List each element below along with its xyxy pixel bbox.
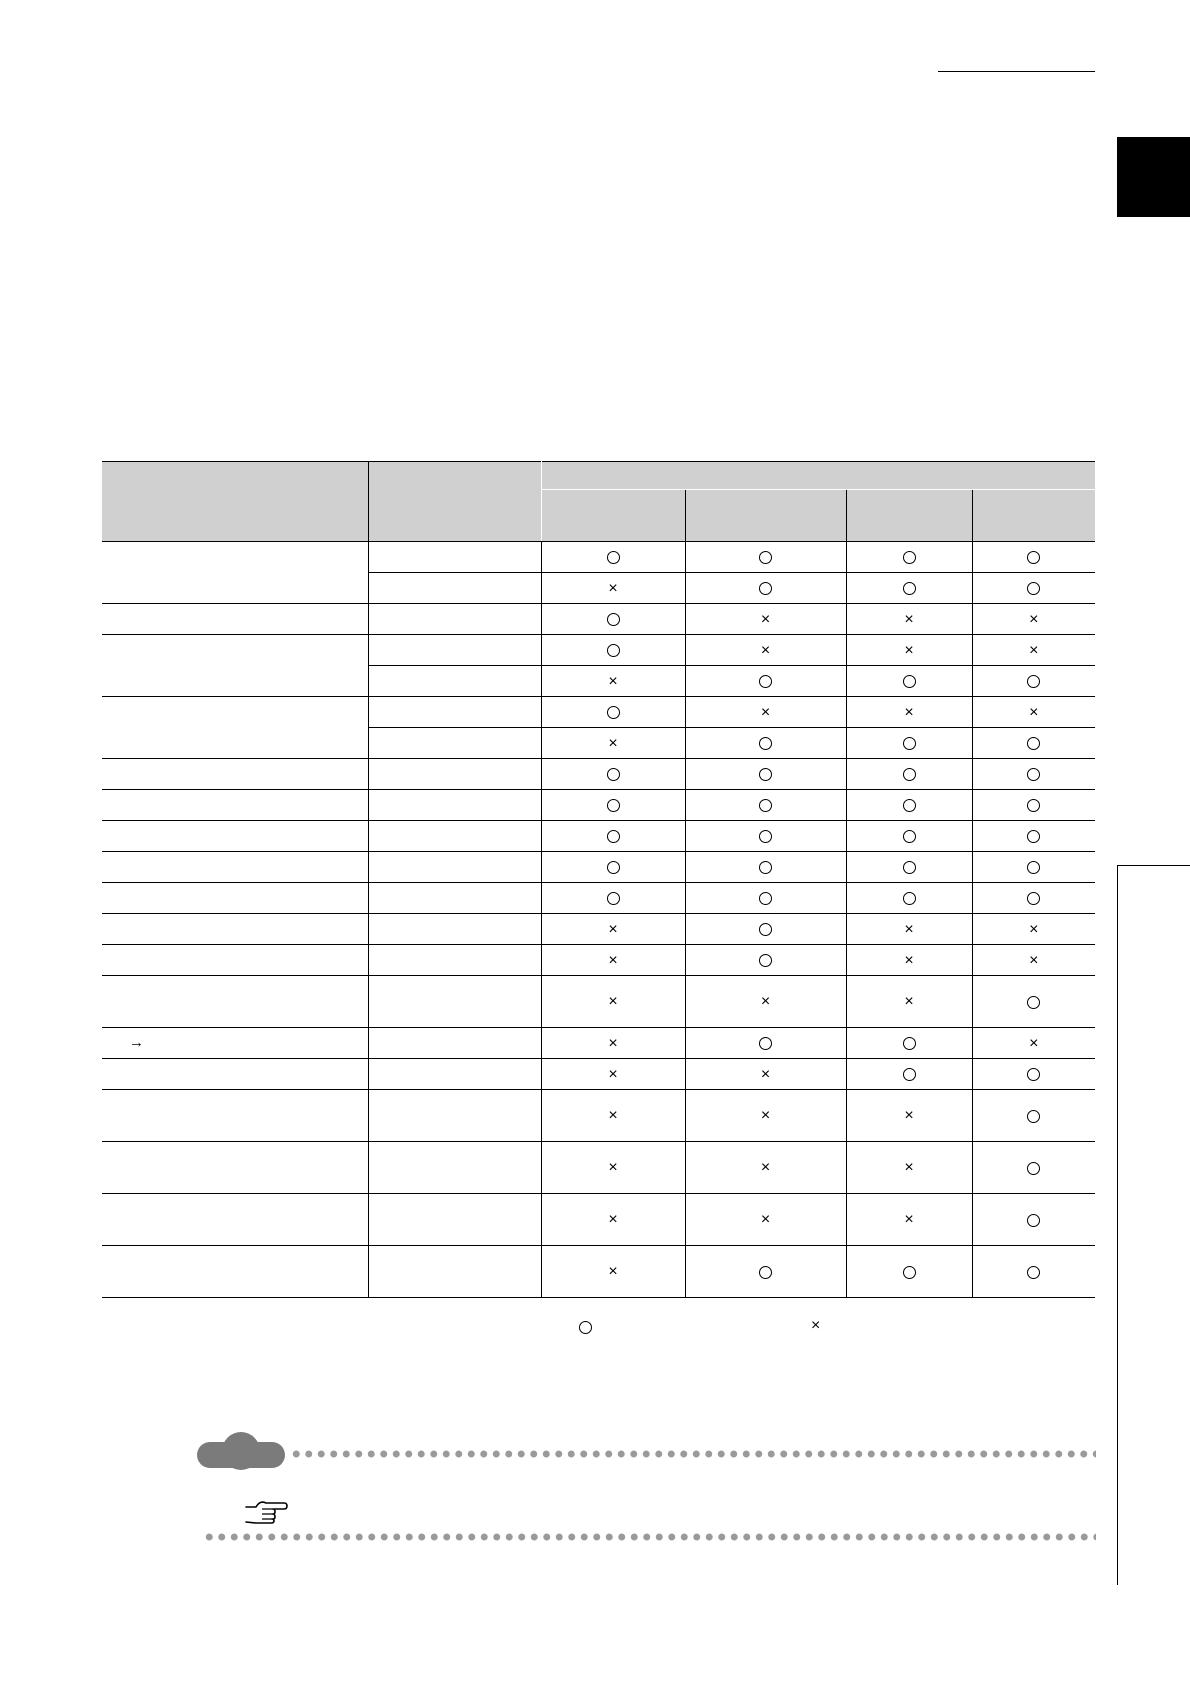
support-cell bbox=[846, 635, 972, 666]
unsupported-mark: × bbox=[760, 1159, 771, 1177]
row-item-name bbox=[102, 542, 368, 604]
support-cell bbox=[541, 542, 685, 573]
support-cell bbox=[972, 790, 1095, 821]
support-cell bbox=[972, 1142, 1095, 1194]
supported-mark bbox=[607, 892, 620, 905]
supported-mark bbox=[903, 768, 916, 781]
unsupported-mark: × bbox=[760, 641, 771, 659]
support-cell bbox=[972, 852, 1095, 883]
table-row bbox=[102, 852, 1095, 883]
support-cell bbox=[541, 914, 685, 945]
supported-mark bbox=[759, 1037, 772, 1050]
supported-mark bbox=[903, 1068, 916, 1081]
table-row bbox=[102, 542, 1095, 573]
point-badge bbox=[197, 1432, 285, 1470]
support-cell bbox=[541, 976, 685, 1028]
supported-mark bbox=[1027, 768, 1040, 781]
support-cell bbox=[846, 1028, 972, 1059]
support-cell bbox=[685, 976, 846, 1028]
table-row bbox=[102, 635, 1095, 666]
unsupported-mark: × bbox=[760, 703, 771, 721]
support-cell bbox=[846, 604, 972, 635]
table-row bbox=[102, 604, 1095, 635]
supported-mark bbox=[607, 644, 620, 657]
unsupported-mark: × bbox=[904, 1107, 914, 1125]
supported-mark bbox=[1027, 1162, 1040, 1175]
supported-mark bbox=[903, 799, 916, 812]
row-condition bbox=[368, 914, 541, 945]
unsupported-mark: × bbox=[1029, 1034, 1039, 1052]
row-condition bbox=[368, 1246, 541, 1298]
table-row bbox=[102, 759, 1095, 790]
unsupported-mark: × bbox=[904, 920, 914, 938]
row-condition bbox=[368, 945, 541, 976]
unsupported-mark: × bbox=[608, 672, 618, 690]
support-cell bbox=[846, 1246, 972, 1298]
table-row bbox=[102, 697, 1095, 728]
unsupported-mark: × bbox=[904, 610, 914, 628]
row-item-name bbox=[102, 1090, 368, 1142]
support-cell bbox=[972, 728, 1095, 759]
support-cell bbox=[972, 821, 1095, 852]
support-cell bbox=[541, 1142, 685, 1194]
row-condition bbox=[368, 821, 541, 852]
support-cell bbox=[846, 542, 972, 573]
header-rule bbox=[938, 71, 1095, 72]
support-cell bbox=[685, 945, 846, 976]
unsupported-mark: × bbox=[904, 641, 914, 659]
support-cell bbox=[846, 759, 972, 790]
unsupported-mark: × bbox=[608, 1263, 618, 1281]
supported-mark bbox=[1027, 737, 1040, 750]
support-cell bbox=[685, 1142, 846, 1194]
support-cell bbox=[685, 759, 846, 790]
chapter-tab bbox=[1117, 137, 1190, 217]
row-condition bbox=[368, 1028, 541, 1059]
table-row bbox=[102, 1059, 1095, 1090]
row-item-name bbox=[102, 945, 368, 976]
row-item-name bbox=[102, 790, 368, 821]
support-cell bbox=[846, 666, 972, 697]
support-cell bbox=[685, 697, 846, 728]
table-row bbox=[102, 883, 1095, 914]
unsupported-mark: × bbox=[608, 734, 618, 752]
supported-mark bbox=[607, 613, 620, 626]
table-row bbox=[102, 790, 1095, 821]
supported-mark bbox=[1027, 892, 1040, 905]
support-cell bbox=[972, 883, 1095, 914]
supported-mark bbox=[1027, 1068, 1040, 1081]
support-cell bbox=[846, 914, 972, 945]
header-module-2 bbox=[685, 490, 846, 542]
unsupported-mark: × bbox=[904, 703, 914, 721]
supported-mark bbox=[759, 551, 772, 564]
support-cell bbox=[846, 1194, 972, 1246]
supported-mark bbox=[759, 768, 772, 781]
header-module-3 bbox=[846, 490, 972, 542]
unsupported-mark: × bbox=[904, 1211, 914, 1229]
row-item-name bbox=[102, 883, 368, 914]
row-condition bbox=[368, 759, 541, 790]
unsupported-mark: × bbox=[1029, 641, 1039, 659]
row-item-name bbox=[102, 914, 368, 945]
supported-mark bbox=[607, 551, 620, 564]
row-item-name bbox=[102, 1028, 368, 1059]
row-item-name bbox=[102, 852, 368, 883]
unsupported-mark: × bbox=[608, 1159, 618, 1177]
header-item bbox=[102, 462, 368, 542]
row-item-name bbox=[102, 1059, 368, 1090]
row-item-name bbox=[102, 1246, 368, 1298]
table-row bbox=[102, 1194, 1095, 1246]
unsupported-mark: × bbox=[904, 1159, 914, 1177]
pointing-hand-icon bbox=[244, 1498, 288, 1524]
table-row bbox=[102, 1246, 1095, 1298]
support-cell bbox=[541, 821, 685, 852]
support-cell bbox=[846, 728, 972, 759]
support-cell bbox=[972, 914, 1095, 945]
support-cell bbox=[541, 1059, 685, 1090]
support-cell bbox=[972, 1028, 1095, 1059]
support-cell bbox=[541, 852, 685, 883]
support-cell bbox=[846, 1059, 972, 1090]
support-cell bbox=[541, 697, 685, 728]
support-cell bbox=[685, 914, 846, 945]
support-cell bbox=[972, 697, 1095, 728]
unsupported-mark: × bbox=[760, 610, 771, 628]
row-condition bbox=[368, 883, 541, 914]
unsupported-mark: × bbox=[608, 920, 618, 938]
unsupported-mark: × bbox=[608, 1211, 618, 1229]
supported-mark bbox=[607, 768, 620, 781]
support-cell bbox=[972, 542, 1095, 573]
support-cell bbox=[972, 666, 1095, 697]
row-condition bbox=[368, 573, 541, 604]
table-row bbox=[102, 1028, 1095, 1059]
support-cell bbox=[685, 728, 846, 759]
supported-mark bbox=[759, 923, 772, 936]
support-cell bbox=[846, 821, 972, 852]
supported-mark bbox=[903, 892, 916, 905]
support-cell bbox=[685, 1028, 846, 1059]
unsupported-mark: × bbox=[608, 1034, 618, 1052]
support-cell bbox=[541, 759, 685, 790]
support-cell bbox=[541, 1194, 685, 1246]
supported-mark bbox=[1027, 582, 1040, 595]
support-cell bbox=[685, 821, 846, 852]
support-cell bbox=[685, 883, 846, 914]
row-condition bbox=[368, 1142, 541, 1194]
support-cell bbox=[846, 790, 972, 821]
row-item-name bbox=[102, 697, 368, 759]
table-row bbox=[102, 914, 1095, 945]
supported-mark bbox=[759, 737, 772, 750]
unsupported-mark: × bbox=[760, 1211, 771, 1229]
row-condition bbox=[368, 697, 541, 728]
support-cell bbox=[541, 635, 685, 666]
supported-mark bbox=[759, 582, 772, 595]
support-cell bbox=[846, 573, 972, 604]
support-cell bbox=[685, 1246, 846, 1298]
supported-mark bbox=[607, 830, 620, 843]
supported-mark bbox=[759, 892, 772, 905]
support-cell bbox=[846, 945, 972, 976]
support-cell bbox=[685, 666, 846, 697]
legend-supported-mark bbox=[579, 1321, 592, 1334]
row-item-name bbox=[102, 1142, 368, 1194]
table-row bbox=[102, 976, 1095, 1028]
row-item-name bbox=[102, 635, 368, 697]
unsupported-mark: × bbox=[760, 1065, 771, 1083]
supported-mark bbox=[759, 675, 772, 688]
supported-mark bbox=[759, 799, 772, 812]
supported-mark bbox=[903, 1037, 916, 1050]
row-condition bbox=[368, 728, 541, 759]
row-condition bbox=[368, 635, 541, 666]
supported-mark bbox=[1027, 830, 1040, 843]
arrow-right-icon: → bbox=[129, 1034, 144, 1052]
support-cell bbox=[541, 728, 685, 759]
header-module-group bbox=[541, 462, 1095, 490]
supported-mark bbox=[1027, 861, 1040, 874]
unsupported-mark: × bbox=[1029, 703, 1039, 721]
support-cell bbox=[685, 1090, 846, 1142]
support-cell bbox=[972, 1059, 1095, 1090]
support-cell bbox=[541, 883, 685, 914]
row-item-name bbox=[102, 976, 368, 1028]
support-cell bbox=[972, 1194, 1095, 1246]
row-item-name bbox=[102, 604, 368, 635]
row-condition bbox=[368, 604, 541, 635]
unsupported-mark: × bbox=[1029, 610, 1039, 628]
support-cell bbox=[972, 573, 1095, 604]
unsupported-mark: × bbox=[608, 951, 618, 969]
support-cell bbox=[541, 1246, 685, 1298]
support-cell bbox=[541, 945, 685, 976]
supported-mark bbox=[759, 954, 772, 967]
support-cell bbox=[685, 573, 846, 604]
supported-mark bbox=[759, 1266, 772, 1279]
supported-mark bbox=[607, 861, 620, 874]
table-row bbox=[102, 1142, 1095, 1194]
supported-mark bbox=[1027, 799, 1040, 812]
unsupported-mark: × bbox=[760, 993, 771, 1011]
supported-mark bbox=[903, 830, 916, 843]
supported-mark bbox=[903, 551, 916, 564]
supported-mark bbox=[903, 675, 916, 688]
supported-mark bbox=[1027, 1214, 1040, 1227]
row-condition bbox=[368, 976, 541, 1028]
support-cell bbox=[685, 635, 846, 666]
row-condition bbox=[368, 852, 541, 883]
support-cell bbox=[685, 542, 846, 573]
header-condition bbox=[368, 462, 541, 542]
unsupported-mark: × bbox=[608, 1065, 618, 1083]
unsupported-mark: × bbox=[760, 1107, 771, 1125]
supported-mark bbox=[903, 737, 916, 750]
unsupported-mark: × bbox=[1029, 951, 1039, 969]
legend-unsupported-mark: × bbox=[811, 1317, 821, 1334]
support-cell bbox=[972, 604, 1095, 635]
supported-mark bbox=[1027, 675, 1040, 688]
unsupported-mark: × bbox=[608, 579, 618, 597]
row-condition bbox=[368, 1059, 541, 1090]
row-condition bbox=[368, 1194, 541, 1246]
unsupported-mark: × bbox=[608, 993, 618, 1011]
support-cell bbox=[972, 976, 1095, 1028]
header-module-4 bbox=[972, 490, 1095, 542]
support-cell bbox=[685, 604, 846, 635]
row-condition bbox=[368, 542, 541, 573]
support-cell bbox=[541, 573, 685, 604]
row-condition bbox=[368, 1090, 541, 1142]
support-cell bbox=[846, 1090, 972, 1142]
support-cell bbox=[972, 1246, 1095, 1298]
support-cell bbox=[685, 1194, 846, 1246]
support-cell bbox=[685, 790, 846, 821]
row-item-name bbox=[102, 1194, 368, 1246]
row-condition bbox=[368, 666, 541, 697]
table-body bbox=[102, 542, 1095, 1298]
supported-mark bbox=[1027, 1266, 1040, 1279]
header-module-1 bbox=[541, 490, 685, 542]
supported-mark bbox=[759, 830, 772, 843]
support-cell bbox=[972, 759, 1095, 790]
support-cell bbox=[846, 1142, 972, 1194]
side-index-panel bbox=[1117, 865, 1190, 1585]
table-row bbox=[102, 1090, 1095, 1142]
support-cell bbox=[541, 666, 685, 697]
table-row bbox=[102, 945, 1095, 976]
table-row bbox=[102, 821, 1095, 852]
support-cell bbox=[972, 945, 1095, 976]
supported-mark bbox=[607, 799, 620, 812]
compatibility-table bbox=[102, 461, 1095, 1298]
note-divider-top bbox=[290, 1450, 1096, 1458]
support-cell bbox=[685, 852, 846, 883]
supported-mark bbox=[903, 861, 916, 874]
unsupported-mark: × bbox=[608, 1107, 618, 1125]
support-cell bbox=[541, 790, 685, 821]
row-item-name bbox=[102, 759, 368, 790]
support-cell bbox=[972, 1090, 1095, 1142]
supported-mark bbox=[1027, 1110, 1040, 1123]
support-cell bbox=[541, 1090, 685, 1142]
support-cell bbox=[685, 1059, 846, 1090]
support-cell bbox=[846, 883, 972, 914]
support-cell bbox=[846, 976, 972, 1028]
note-divider-bottom bbox=[203, 1533, 1096, 1541]
supported-mark bbox=[759, 861, 772, 874]
unsupported-mark: × bbox=[904, 993, 914, 1011]
support-cell bbox=[846, 852, 972, 883]
support-cell bbox=[846, 697, 972, 728]
support-cell bbox=[541, 604, 685, 635]
row-item-name bbox=[102, 821, 368, 852]
unsupported-mark: × bbox=[1029, 920, 1039, 938]
support-cell bbox=[541, 1028, 685, 1059]
row-condition bbox=[368, 790, 541, 821]
supported-mark bbox=[607, 706, 620, 719]
supported-mark bbox=[1027, 996, 1040, 1009]
supported-mark bbox=[903, 582, 916, 595]
supported-mark bbox=[903, 1266, 916, 1279]
unsupported-mark: × bbox=[904, 951, 914, 969]
support-cell bbox=[972, 635, 1095, 666]
supported-mark bbox=[1027, 551, 1040, 564]
